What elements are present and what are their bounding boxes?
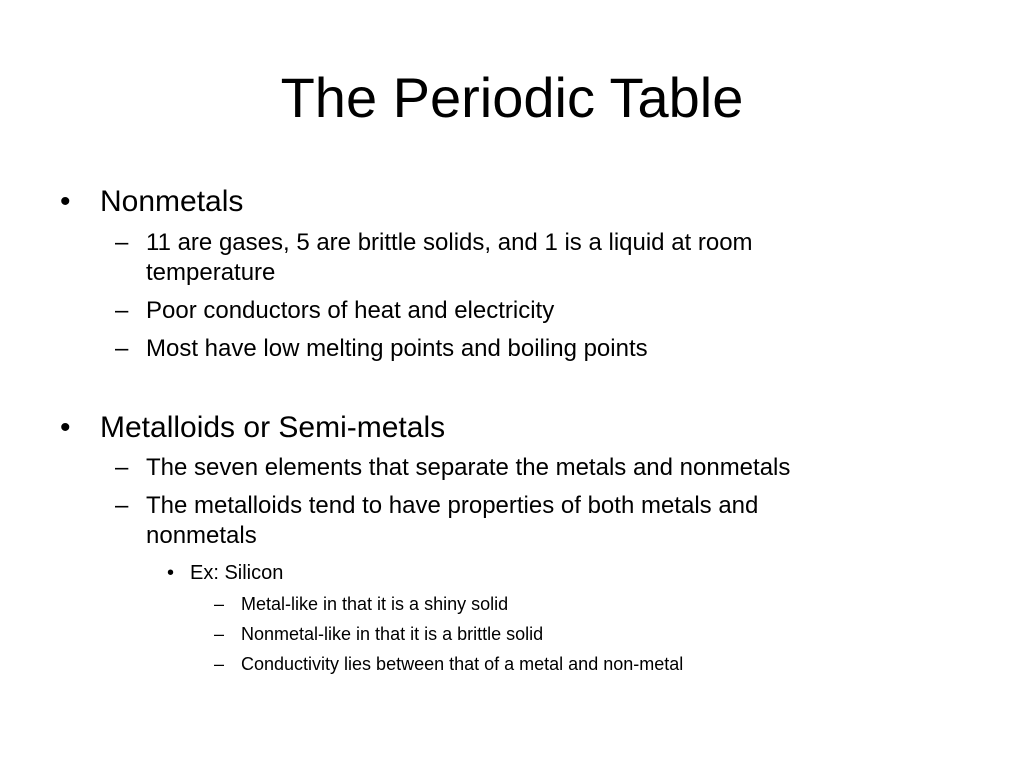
level2-bullet: – — [115, 454, 129, 481]
section-heading-nonmetals: Nonmetals — [100, 185, 244, 218]
metalloids-item-2-line1: The metalloids tend to have properties of both metals and — [146, 492, 759, 519]
level2-bullet: – — [115, 492, 129, 519]
section-heading-metalloids: Metalloids or Semi-metals — [100, 411, 446, 444]
silicon-detail-3: Conductivity lies between that of a metal and non-metal — [241, 654, 684, 674]
level1-bullet: • — [60, 411, 71, 444]
metalloids-item-2-line2: nonmetals — [146, 522, 257, 549]
level4-bullet: – — [214, 654, 225, 674]
level1-bullet: • — [60, 185, 71, 218]
metalloids-item-1: The seven elements that separate the metals and nonmetals — [146, 454, 791, 481]
example-silicon: Ex: Silicon — [190, 562, 284, 584]
silicon-detail-1: Metal-like in that it is a shiny solid — [241, 594, 509, 614]
slide-title: The Periodic Table — [280, 66, 744, 129]
level4-bullet: – — [214, 594, 225, 614]
level2-bullet: – — [115, 335, 129, 362]
nonmetals-item-2: Poor conductors of heat and electricity — [146, 297, 555, 324]
nonmetals-item-1-line2: temperature — [146, 259, 276, 286]
level3-bullet: • — [167, 562, 175, 584]
level2-bullet: – — [115, 229, 129, 256]
level2-bullet: – — [115, 297, 129, 324]
level4-bullet: – — [214, 624, 225, 644]
silicon-detail-2: Nonmetal-like in that it is a brittle solid — [241, 624, 544, 644]
nonmetals-item-1-line1: 11 are gases, 5 are brittle solids, and 1 is a liquid at room — [146, 229, 753, 256]
nonmetals-item-3: Most have low melting points and boiling points — [146, 335, 648, 362]
